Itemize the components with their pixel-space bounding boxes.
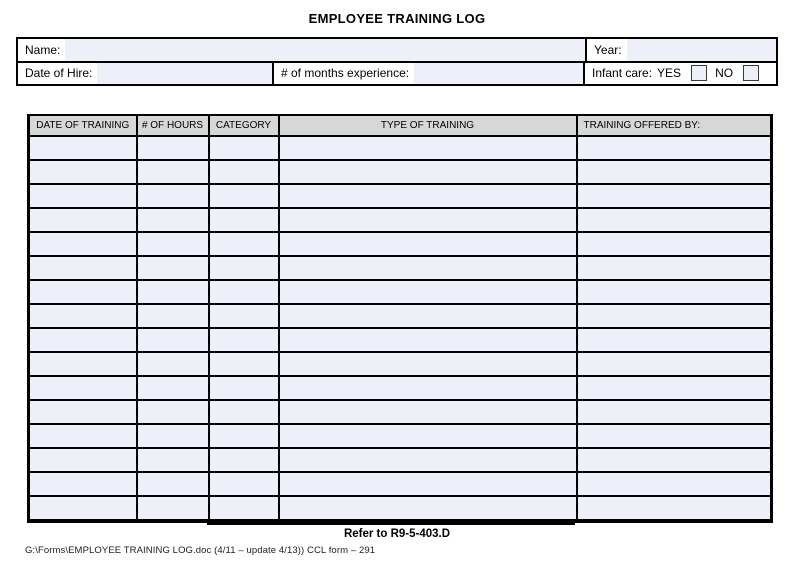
table-cell[interactable]	[137, 232, 209, 256]
table-cell[interactable]	[137, 280, 209, 304]
table-row	[29, 304, 772, 328]
table-cell[interactable]	[577, 136, 772, 160]
table-header-row	[29, 115, 772, 136]
table-cell[interactable]	[29, 184, 137, 208]
table-cell[interactable]	[577, 160, 772, 184]
table-row	[29, 352, 772, 376]
table-row	[29, 496, 772, 521]
name-label: Name:	[25, 42, 61, 57]
column-header: CATEGORY	[209, 115, 279, 136]
table-cell[interactable]	[279, 160, 577, 184]
table-cell[interactable]	[279, 184, 577, 208]
table-cell[interactable]	[577, 256, 772, 280]
table-cell[interactable]	[209, 304, 279, 328]
table-cell[interactable]	[137, 400, 209, 424]
table-cell[interactable]	[577, 376, 772, 400]
table-cell[interactable]	[29, 136, 137, 160]
table-cell[interactable]	[279, 496, 577, 521]
table-cell[interactable]	[137, 424, 209, 448]
table-cell[interactable]	[137, 256, 209, 280]
table-cell[interactable]	[577, 208, 772, 232]
table-cell[interactable]	[29, 232, 137, 256]
table-cell[interactable]	[29, 280, 137, 304]
table-cell[interactable]	[279, 208, 577, 232]
table-cell[interactable]	[209, 472, 279, 496]
table-cell[interactable]	[209, 256, 279, 280]
table-cell[interactable]	[209, 328, 279, 352]
table-cell[interactable]	[137, 136, 209, 160]
table-row	[29, 280, 772, 304]
table-cell[interactable]	[137, 496, 209, 521]
table-cell[interactable]	[209, 424, 279, 448]
infant-care-no-checkbox[interactable]	[743, 65, 759, 81]
refer-note: Refer to R9-5-403.D	[343, 528, 451, 540]
table-cell[interactable]	[137, 376, 209, 400]
table-cell[interactable]	[29, 328, 137, 352]
table-cell[interactable]	[279, 280, 577, 304]
table-cell[interactable]	[279, 352, 577, 376]
table-bottom-border-accent	[207, 522, 575, 525]
table-cell[interactable]	[29, 448, 137, 472]
date-of-hire-cell	[18, 63, 274, 85]
table-cell[interactable]	[29, 160, 137, 184]
page-title: EMPLOYEE TRAINING LOG	[308, 11, 486, 26]
table-cell[interactable]	[279, 424, 577, 448]
infant-care-yes-checkbox[interactable]	[691, 65, 707, 81]
table-cell[interactable]	[279, 232, 577, 256]
table-row	[29, 448, 772, 472]
column-header: TRAINING OFFERED BY:	[577, 115, 772, 136]
year-field[interactable]	[627, 39, 776, 61]
table-cell[interactable]	[209, 136, 279, 160]
table-cell[interactable]	[279, 376, 577, 400]
table-cell[interactable]	[577, 448, 772, 472]
table-cell[interactable]	[29, 256, 137, 280]
table-row	[29, 160, 772, 184]
table-row	[29, 256, 772, 280]
table-row	[29, 328, 772, 352]
training-log-table-wrap	[27, 114, 770, 525]
table-cell[interactable]	[137, 448, 209, 472]
table-cell[interactable]	[137, 208, 209, 232]
table-cell[interactable]	[577, 352, 772, 376]
table-cell[interactable]	[29, 208, 137, 232]
table-cell[interactable]	[209, 160, 279, 184]
column-header: DATE OF TRAINING	[29, 115, 137, 136]
table-cell[interactable]	[209, 448, 279, 472]
column-header: TYPE OF TRAINING	[279, 115, 577, 136]
training-table-body	[29, 136, 772, 521]
table-row	[29, 376, 772, 400]
table-cell[interactable]	[209, 184, 279, 208]
info-row-2	[18, 63, 776, 85]
table-row	[29, 232, 772, 256]
table-row	[29, 208, 772, 232]
table-row	[29, 424, 772, 448]
table-cell[interactable]	[137, 304, 209, 328]
table-cell[interactable]	[279, 304, 577, 328]
table-cell[interactable]	[279, 328, 577, 352]
table-cell[interactable]	[577, 424, 772, 448]
table-cell[interactable]	[279, 256, 577, 280]
table-cell[interactable]	[209, 352, 279, 376]
table-cell[interactable]	[577, 472, 772, 496]
table-cell[interactable]	[209, 400, 279, 424]
table-cell[interactable]	[577, 496, 772, 521]
table-cell[interactable]	[209, 232, 279, 256]
months-experience-field[interactable]	[414, 63, 583, 85]
table-cell[interactable]	[29, 304, 137, 328]
table-cell[interactable]	[29, 400, 137, 424]
table-cell[interactable]	[577, 184, 772, 208]
table-cell[interactable]	[29, 376, 137, 400]
date-of-hire-field[interactable]	[97, 63, 272, 85]
table-cell[interactable]	[577, 232, 772, 256]
table-cell[interactable]	[577, 304, 772, 328]
table-cell[interactable]	[29, 496, 137, 521]
infant-care-label: Infant care:	[592, 66, 653, 81]
info-row-1	[18, 39, 776, 63]
column-header: # OF HOURS	[137, 115, 209, 136]
table-row	[29, 400, 772, 424]
year-label: Year:	[594, 42, 622, 57]
table-cell[interactable]	[577, 280, 772, 304]
date-of-hire-label: Date of Hire:	[25, 66, 93, 81]
table-cell[interactable]	[29, 472, 137, 496]
table-cell[interactable]	[137, 328, 209, 352]
table-cell[interactable]	[209, 376, 279, 400]
table-cell[interactable]	[209, 280, 279, 304]
table-cell[interactable]	[137, 472, 209, 496]
table-row	[29, 472, 772, 496]
year-cell	[587, 39, 776, 61]
table-cell[interactable]	[209, 208, 279, 232]
infant-care-no-label: NO	[715, 66, 734, 81]
table-cell[interactable]	[279, 400, 577, 424]
table-cell[interactable]	[577, 328, 772, 352]
table-cell[interactable]	[279, 472, 577, 496]
table-cell[interactable]	[29, 352, 137, 376]
training-log-table	[27, 114, 773, 523]
months-experience-label: # of months experience:	[281, 66, 410, 81]
employee-info-box	[16, 37, 778, 86]
table-cell[interactable]	[29, 424, 137, 448]
table-cell[interactable]	[577, 400, 772, 424]
table-row	[29, 136, 772, 160]
table-row	[29, 184, 772, 208]
name-cell	[18, 39, 587, 61]
name-field[interactable]	[65, 39, 585, 61]
file-path-footer: G:\Forms\EMPLOYEE TRAINING LOG.doc (4/11 – update 4/13)) CCL form – 291	[25, 545, 376, 556]
table-cell[interactable]	[137, 352, 209, 376]
table-cell[interactable]	[279, 136, 577, 160]
infant-care-yes-label: YES	[657, 66, 682, 81]
table-cell[interactable]	[137, 160, 209, 184]
table-cell[interactable]	[209, 496, 279, 521]
table-cell[interactable]	[279, 448, 577, 472]
table-cell[interactable]	[137, 184, 209, 208]
infant-care-cell	[585, 63, 776, 85]
months-experience-cell	[274, 63, 585, 85]
